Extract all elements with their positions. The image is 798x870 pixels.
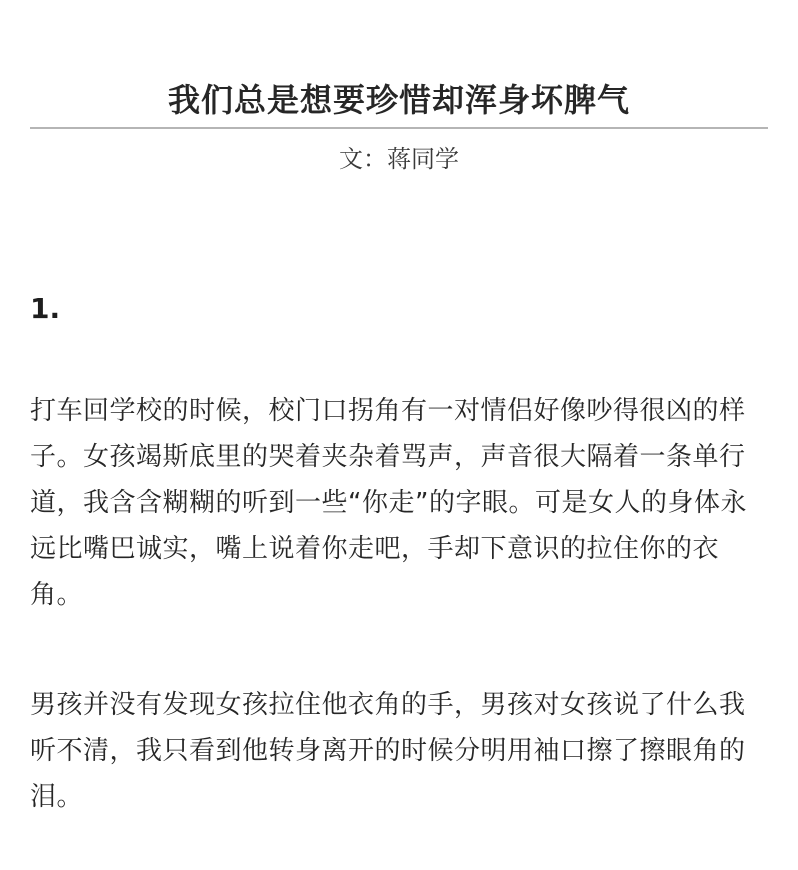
- article-title: 我们总是想要珍惜却浑身坏脾气: [167, 81, 630, 119]
- paragraph-1: 打车回学校的时候，校门口拐角有一对情侣好像吵得很凶的样子。女孩竭斯底里的哭着夹杂着骂声，声音很大隔着一条单行道，我含含糊糊的听到一些“你走”的字眼。可是女人的身体永远比嘴巴诚实，嘴上说着你走吧，手却下意识的拉住你的衣角。: [30, 396, 747, 610]
- paragraph-2: 男孩并没有发现女孩拉住他衣角的手，男孩对女孩说了什么我听不清，我只看到他转身离开的时候分明用袖口擦了擦眼角的泪。: [30, 690, 746, 812]
- section-number: 1.: [30, 292, 61, 325]
- title-divider: [30, 127, 768, 129]
- article-author: 文：蒋同学: [339, 145, 459, 173]
